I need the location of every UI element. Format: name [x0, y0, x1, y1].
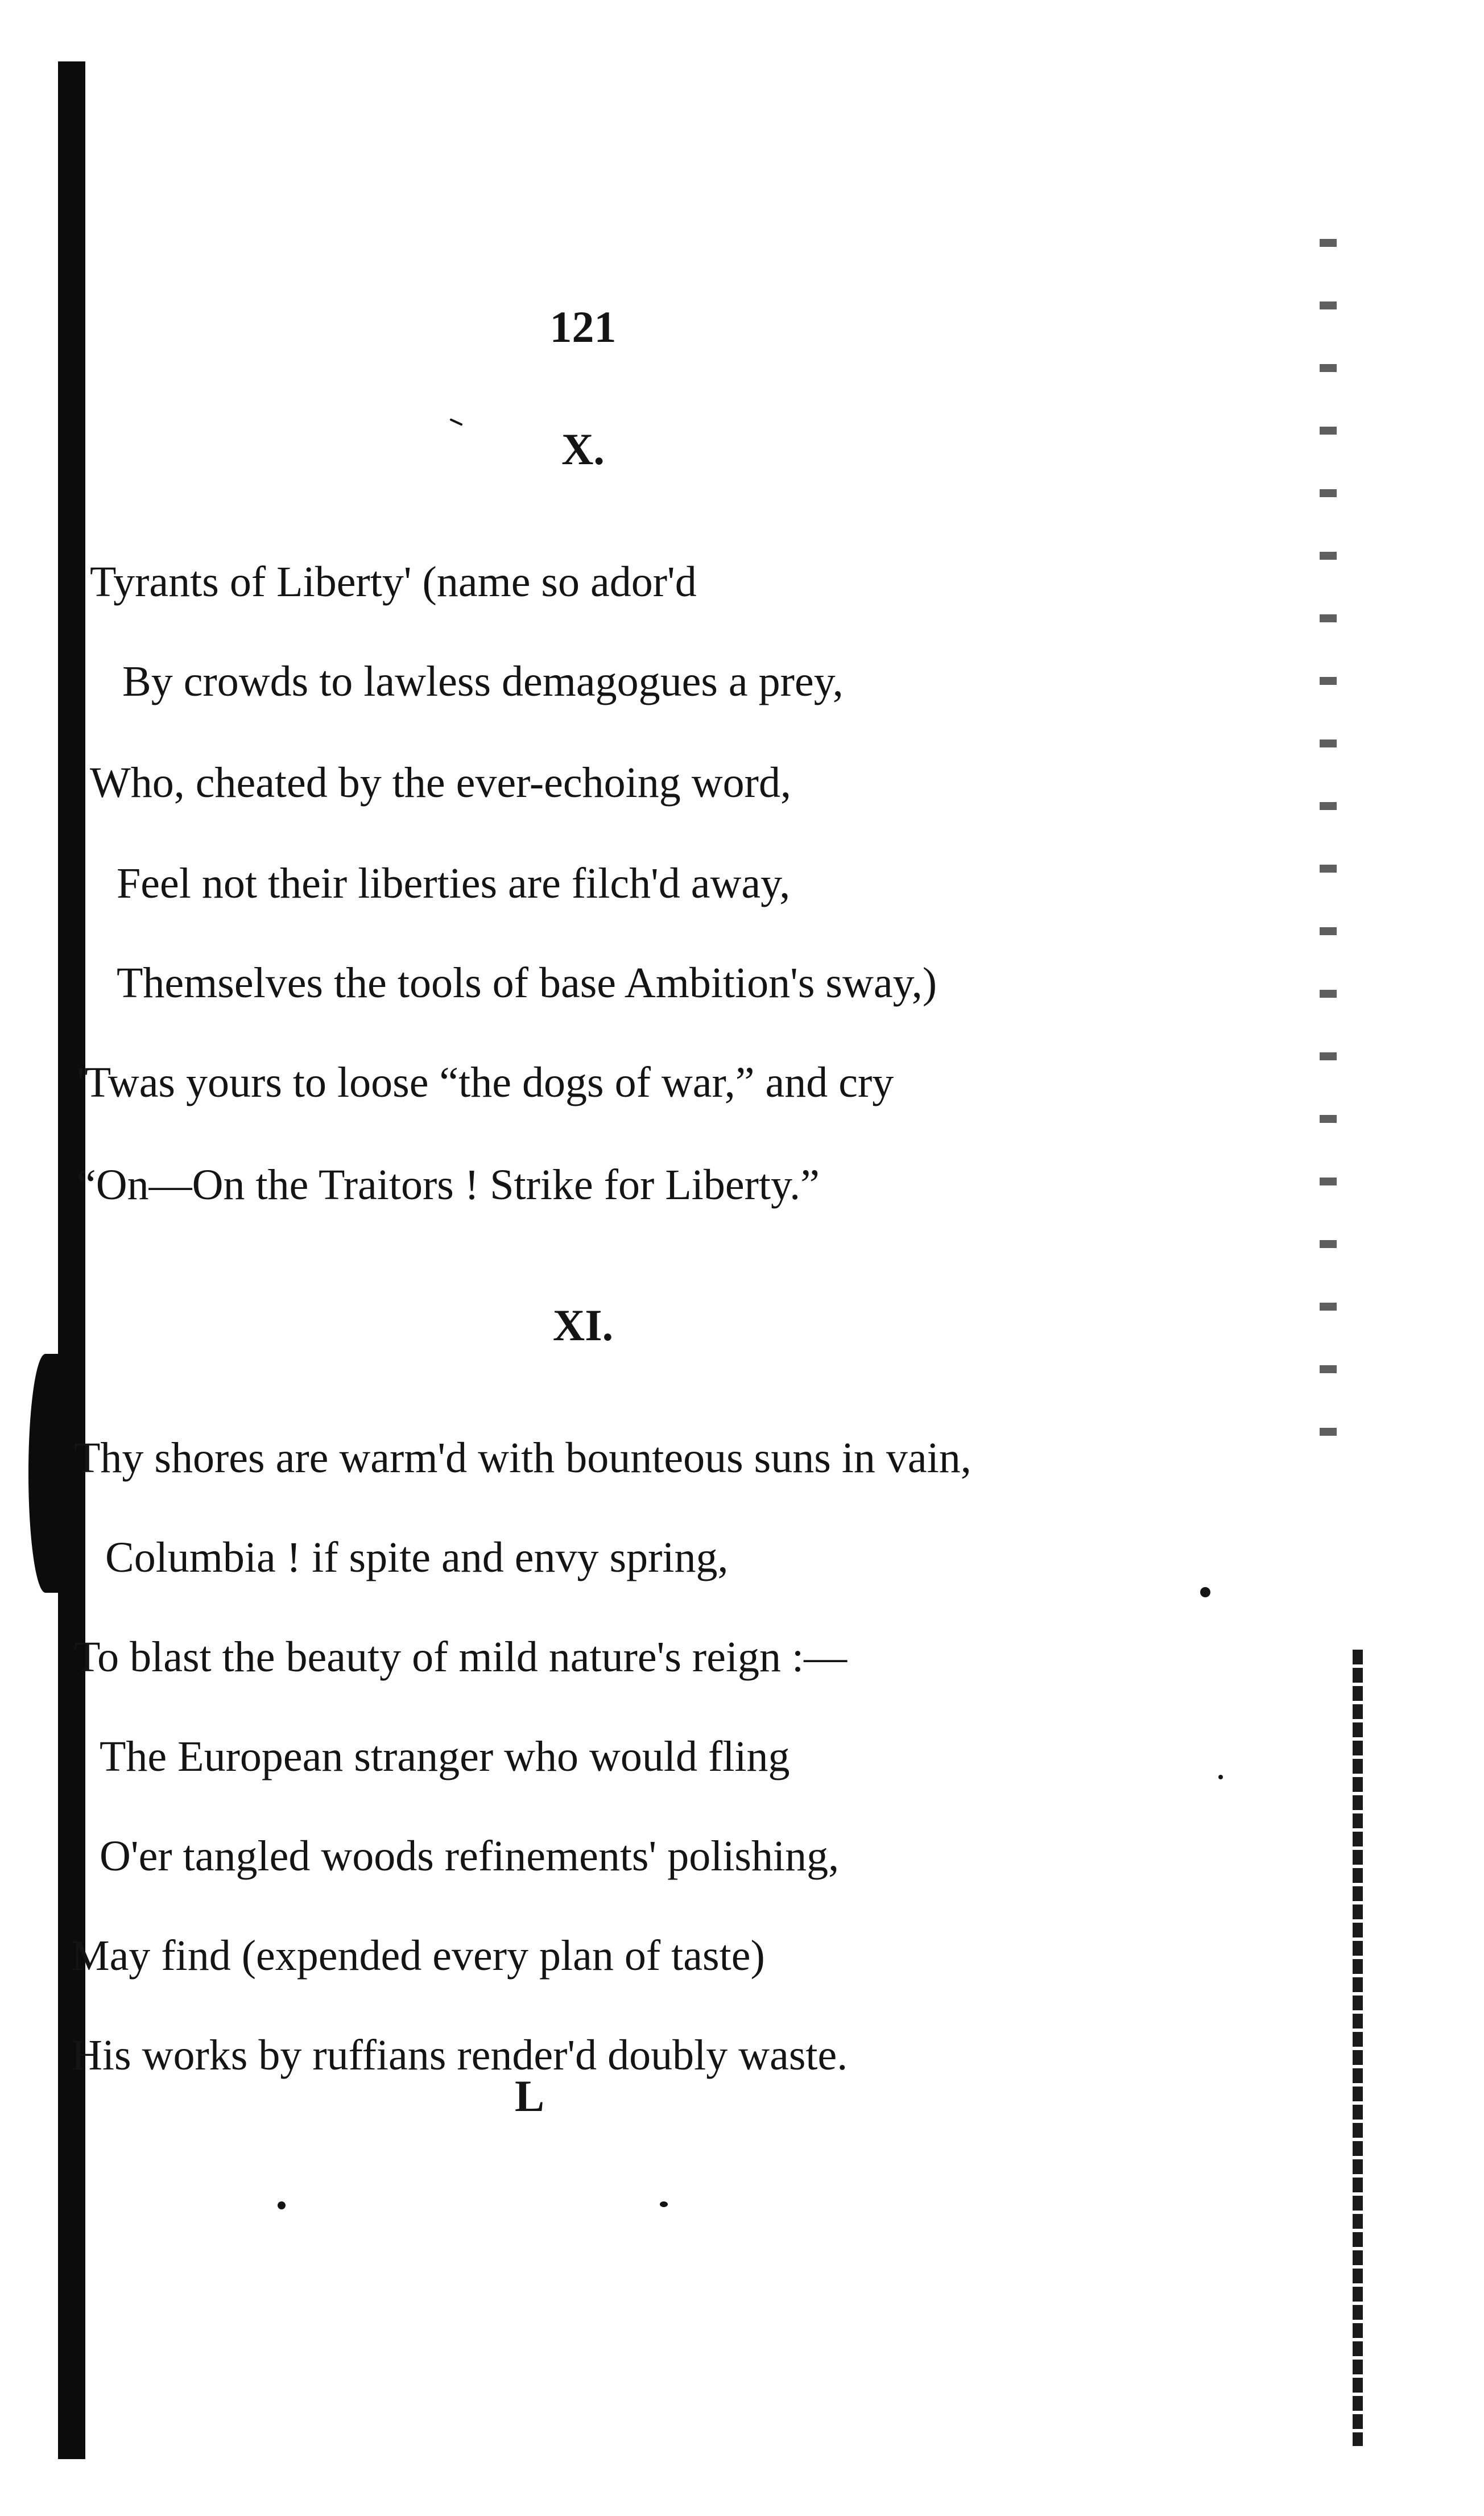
- verse-line: To blast the beauty of mild nature's reign :—: [74, 1633, 848, 1681]
- page-edge: [1353, 1650, 1363, 2446]
- verse-line: 'Twas yours to loose “the dogs of war,” and cry: [77, 1059, 894, 1106]
- catchword: L: [515, 2071, 545, 2121]
- verse-line: O'er tangled woods refinements' polishing,: [100, 1832, 840, 1880]
- ink-speck: [1218, 1775, 1223, 1779]
- verse-line: Columbia ! if spite and envy spring,: [105, 1534, 729, 1581]
- gutter-marks: [1320, 239, 1337, 1490]
- ink-speck: [1200, 1587, 1210, 1597]
- stanza-heading-x: X.: [561, 424, 605, 474]
- verse-line: By crowds to lawless demagogues a prey,: [122, 658, 844, 705]
- verse-line: His works by ruffians render'd doubly waste.: [71, 2031, 848, 2079]
- verse-line: The European stranger who would fling: [100, 1733, 790, 1780]
- verse-line: “On—On the Traitors ! Strike for Liberty.”: [77, 1161, 820, 1209]
- ink-speck: [278, 2201, 286, 2209]
- ink-speck: [660, 2201, 668, 2207]
- verse-line: Who, cheated by the ever-echoing word,: [90, 759, 791, 807]
- binding-bulge: [28, 1354, 63, 1593]
- verse-line: Feel not their liberties are filch'd away,: [117, 860, 791, 907]
- verse-line: Themselves the tools of base Ambition's sway,): [117, 959, 937, 1007]
- verse-line: May find (expended every plan of taste): [71, 1932, 765, 1980]
- verse-line: Thy shores are warm'd with bounteous suns in vain,: [74, 1434, 972, 1482]
- verse-line: Tyrants of Liberty' (name so ador'd: [90, 558, 697, 606]
- stanza-heading-xi: XI.: [552, 1300, 614, 1350]
- binding-edge: [58, 61, 85, 2459]
- page-number: 121: [549, 302, 617, 352]
